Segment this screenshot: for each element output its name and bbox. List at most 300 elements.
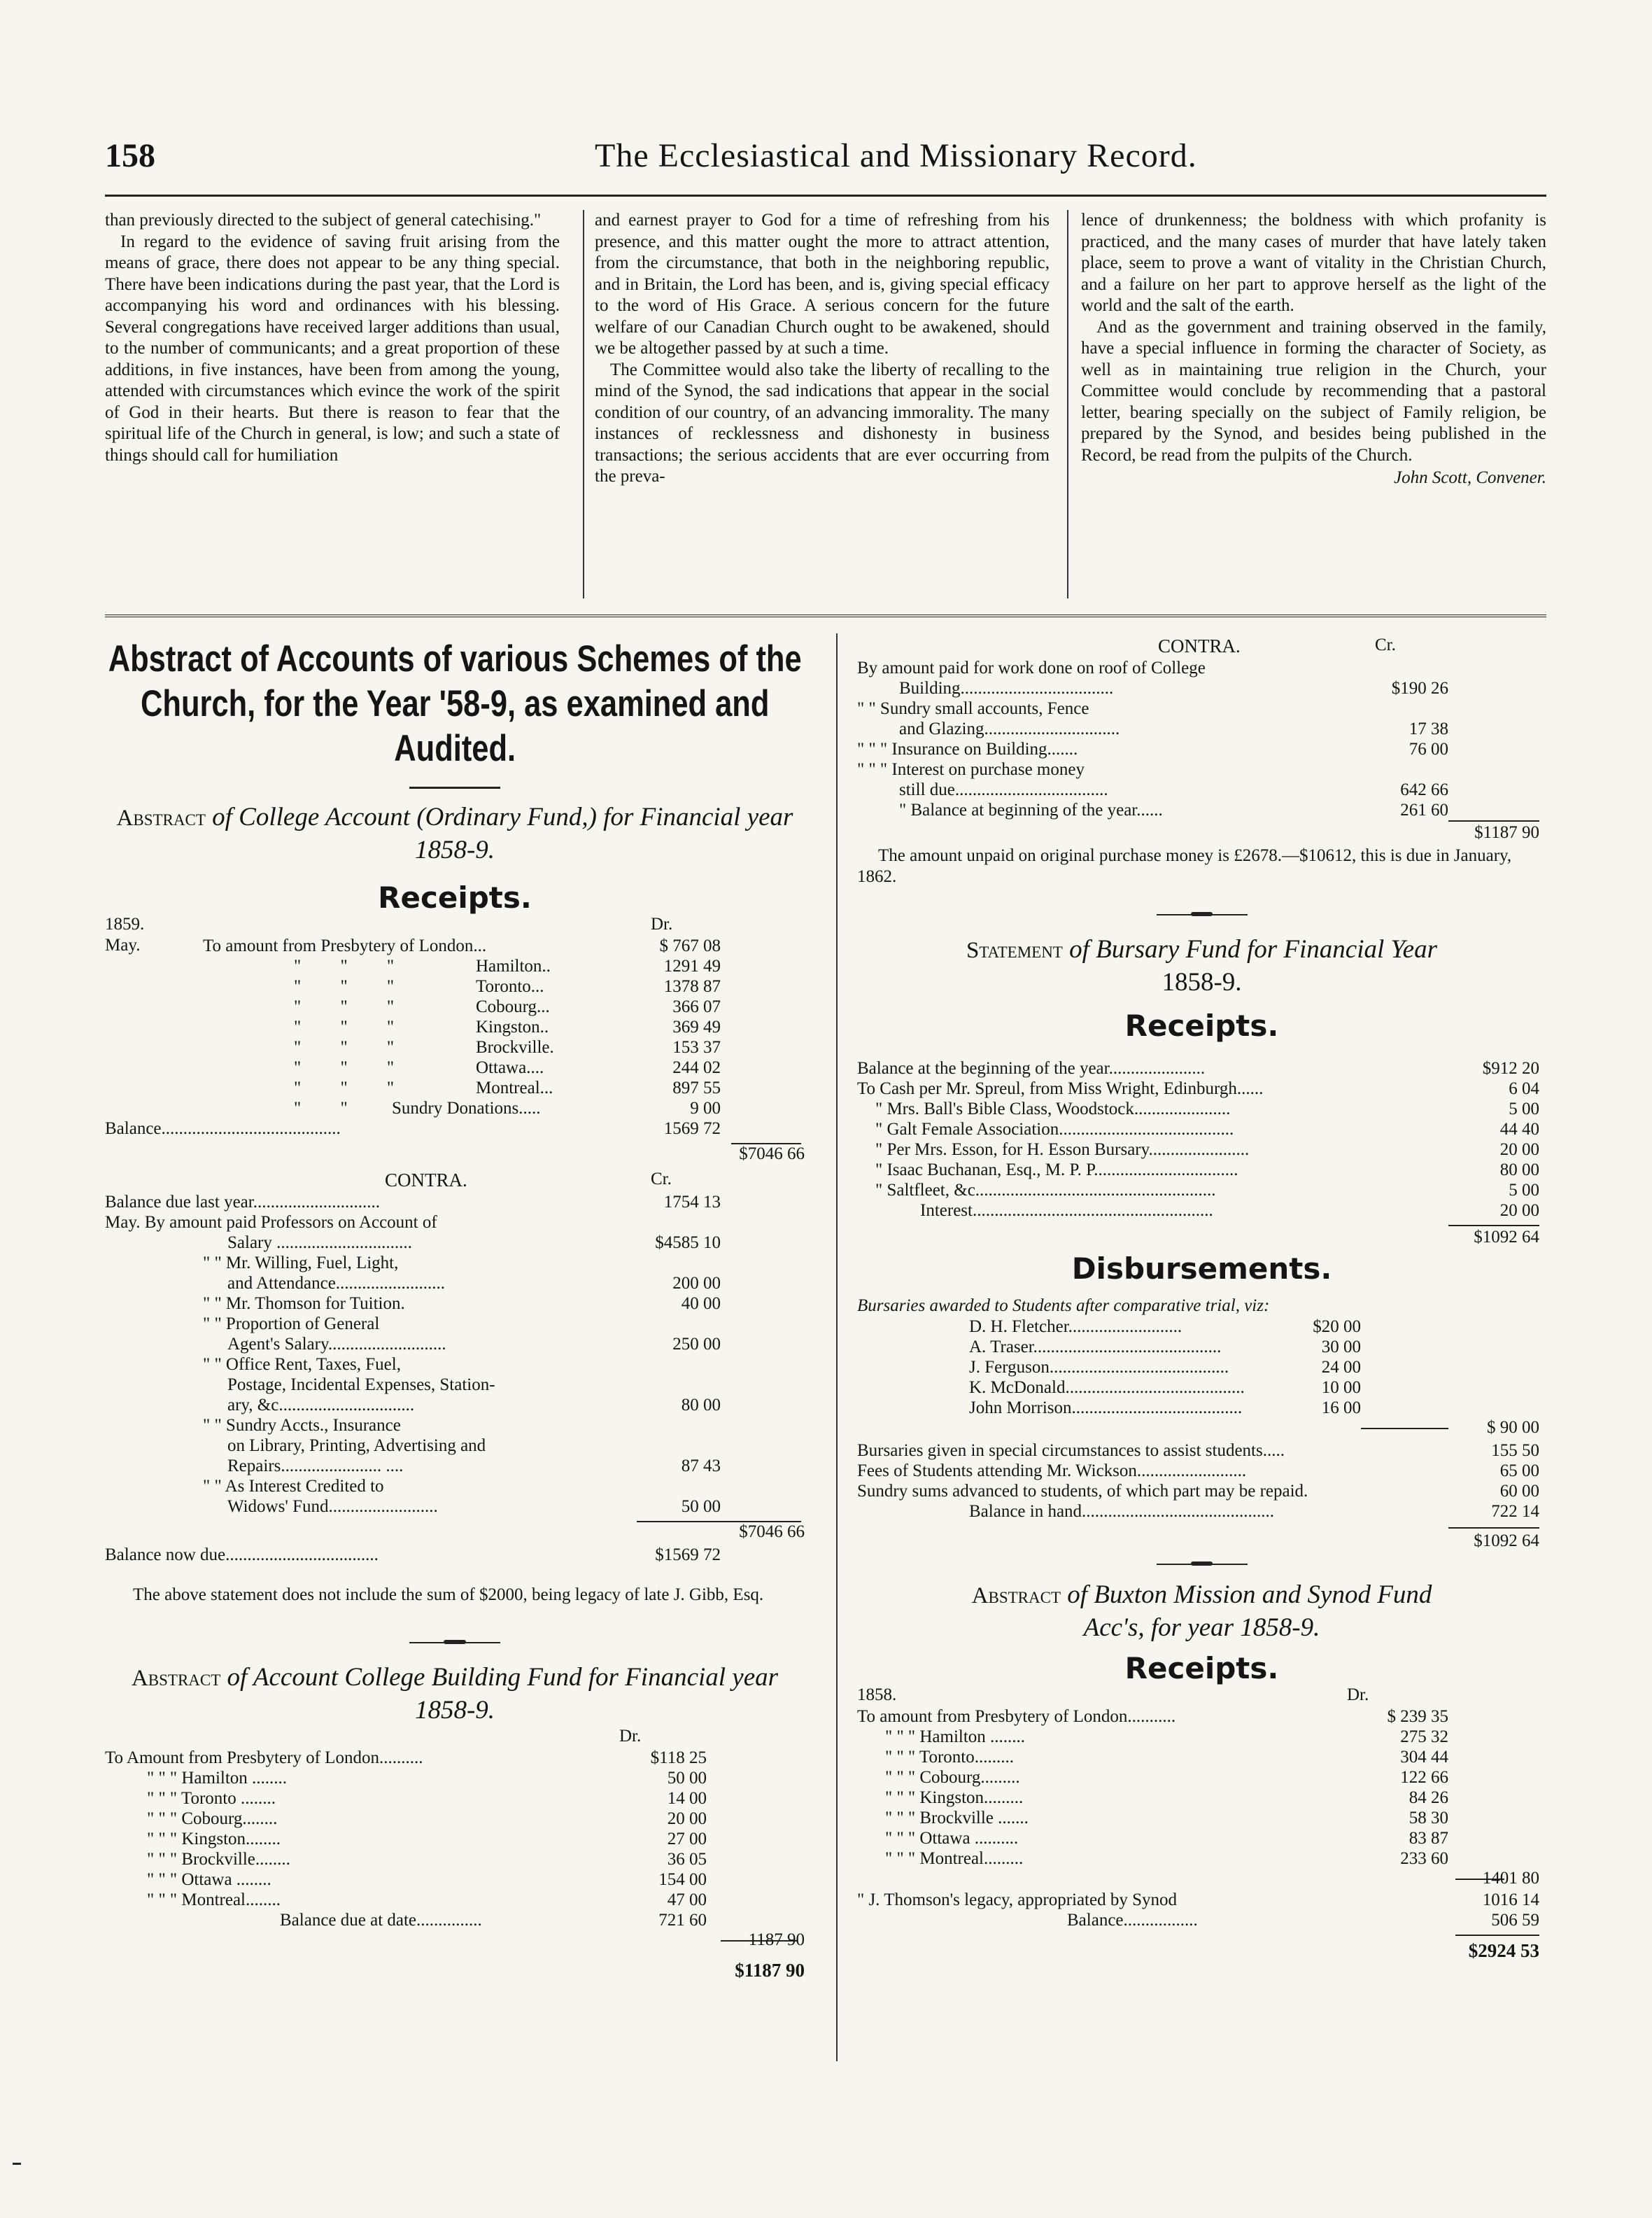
balance-row [105,1118,721,1139]
balance-row [857,1910,1539,1930]
row-amount: $912 20 [1482,1059,1539,1078]
row-amount: 40 00 [681,1294,721,1313]
row-amount: 20 00 [667,1809,707,1828]
table-row [857,1461,1546,1481]
table-row [857,1727,1448,1747]
row-label: Salary ............................... [227,1233,412,1252]
heading-smallcaps: Statement [966,938,1063,963]
sum-rule [1448,1527,1539,1529]
row-amount: 261 60 [1400,801,1448,820]
table-row [857,1808,1448,1828]
disbursements-heading: Disbursements. [1071,1251,1332,1286]
table-row [857,1747,1448,1767]
table-row [857,699,1448,719]
row-amount: 80 00 [681,1396,721,1415]
receipts-heading: Receipts. [378,880,532,915]
contra-heading [857,636,1546,658]
table-row [857,1200,1546,1221]
paragraph: and earnest prayer to God for a time of refreshing from his presence, and this matter ought the more to attract attention, from the circumstance, that both in the neighboring republic, and in Britain, the Lord has been, and is, giving special efficacy to the word of His Grace. A serious concern for the future welfare of our Canadian Church ought to be awakened, should we be altogether passed by at such a time. [595,211,1050,358]
row-amount: 27 00 [667,1830,707,1848]
row-amount: 244 02 [672,1058,721,1077]
row-label: Interest....................................................... [920,1201,1213,1220]
column-divider [836,633,838,2061]
table-row [857,739,1448,759]
heading-italic: of Buxton Mission and Synod Fund [1067,1580,1432,1609]
row-amount: 84 26 [1409,1788,1448,1807]
total-amount: $2924 53 [1468,1940,1539,1961]
header-rule [105,195,1546,197]
disbursements-intro: Bursaries awarded to Students after comparative trial, viz: [857,1296,1270,1315]
paragraph: The Committee would also take the liberty of recalling to the mind of the Synod, the sad indications that appear in the social condition of our country, of an advancing immorality. The many instances of recklessness and dishonesty in business transactions; the serious accidents that are ever occurring from the preva- [595,360,1050,486]
row-amount: 58 30 [1409,1809,1448,1827]
row-label: " " " Cobourg......... [885,1768,1020,1787]
table-row [105,1415,721,1436]
receipts-heading: Receipts. [1124,1009,1279,1043]
total-amount: $7046 66 [739,1144,805,1163]
table-row [857,1767,1448,1788]
row-label: " " " Insurance on Building....... [857,740,1078,759]
row-amount: 80 00 [1499,1160,1539,1179]
row-label: Balance at the beginning of the year...................... [857,1059,1206,1078]
top-column-3 [1081,210,1546,489]
college-note: The above statement does not include the sum of $2000, being legacy of late J. Gibb, Esq. [133,1585,764,1604]
sum-rule [1455,1935,1539,1936]
row-amount: 155 50 [1491,1441,1539,1460]
ditto: " " " [294,1018,395,1037]
row-label: " " " Ottawa ........ [147,1870,271,1889]
row-label: " Mrs. Ball's Bible Class, Woodstock...................... [875,1100,1231,1118]
table-row [105,1395,721,1415]
row-label: Sundry sums advanced to students, of which part may be repaid. [857,1482,1308,1501]
buxton-heading [857,1579,1546,1644]
table-row [105,1748,707,1768]
row-label: " " " Hamilton ........ [885,1727,1026,1746]
row-amount: 1016 14 [1482,1890,1539,1909]
contra-label: CONTRA. [385,1170,467,1191]
sum-rule [1361,1428,1448,1429]
cr-label: Cr. [651,1170,672,1188]
row-label: on Library, Printing, Advertising and [227,1436,486,1455]
bursary-receipts [857,1058,1546,1221]
table-row [203,1037,721,1058]
student-name: J. Ferguson......................................... [969,1358,1229,1377]
table-row [857,1058,1546,1079]
year-label: 1858. [857,1685,897,1704]
row-amount: 36 05 [667,1850,707,1869]
journal-title: The Ecclesiastical and Missionary Record. [595,137,1197,174]
table-row [203,976,721,997]
row-label: Fees of Students attending Mr. Wickson......................... [857,1461,1247,1480]
right-column [857,636,1546,1964]
table-row [857,1828,1448,1848]
row-label: " " " Brockville ....... [885,1809,1029,1827]
heading-year: 1858-9. [1162,968,1242,997]
row-label: " " " Kingston......... [885,1788,1024,1807]
table-row [857,780,1448,800]
paragraph: And as the government and training observed in the family, have a special influence in forming the character of Society, as well as in maintaining true religion in the Church, your Committee would conclude by recommending that a pastoral letter, bearing specially on the subject of Family religion, be prepared by the Synod, and besides being published in the Record, be read from the pulpits of the Church. [1081,317,1546,465]
row-label: Widows' Fund......................... [227,1497,438,1516]
row-label: Brockville. [476,1038,554,1057]
row-label: Kingston.. [476,1018,549,1037]
row-label: " " " Montreal......... [885,1849,1024,1868]
row-amount: 153 37 [672,1038,721,1057]
row-label: To Cash per Mr. Spreul, from Miss Wright, Edinburgh...... [857,1079,1264,1098]
row-label: Sundry Donations..... [392,1099,541,1118]
table-row [857,1119,1546,1139]
row-amount: 200 00 [672,1274,721,1293]
row-amount: 304 44 [1400,1748,1448,1767]
table-row [105,1233,721,1253]
row-label: To amount from Presbytery of London... [203,936,487,955]
table-row [203,936,721,956]
row-amount: 1378 87 [663,977,721,996]
row-label: " " " Brockville........ [147,1850,290,1869]
row-label: Repairs....................... .... [227,1457,404,1475]
table-row [857,719,1448,739]
total-amount: $1092 64 [1474,1531,1539,1550]
total-amount: $7046 66 [739,1522,805,1541]
row-label: Hamilton.. [476,957,551,976]
table-row [203,956,721,976]
subtotal-row [857,1869,1546,1890]
table-row [857,1099,1546,1119]
table-row [857,1337,1361,1357]
receipts-heading: Receipts. [1124,1651,1279,1685]
row-amount: 20 00 [1499,1140,1539,1159]
row-label: " " Mr. Willing, Fuel, Light, [203,1254,399,1272]
row-amount: 50 00 [667,1769,707,1788]
row-label: Balance in hand............................................ [969,1502,1275,1521]
table-row [857,1160,1546,1180]
heading-italic: of College Account (Ordinary Fund,) for Financial year 1858-9. [212,803,793,864]
table-row [105,1869,707,1890]
row-amount: 5 00 [1509,1181,1539,1200]
total-row [857,820,1546,845]
table-row [857,1440,1546,1461]
table-row [857,658,1448,678]
building-fund-heading [105,1662,805,1727]
table-row [203,1098,721,1118]
ditto: " " " [294,1079,395,1097]
heading-smallcaps: Abstract [116,806,206,831]
row-amount: 642 66 [1400,780,1448,799]
table-row [857,759,1448,780]
building-contra [857,658,1448,820]
table-row [857,1706,1448,1727]
row-amount: 506 59 [1491,1911,1539,1930]
row-label: Montreal... [476,1079,553,1097]
bursary-heading [857,934,1546,999]
table-row [203,1058,721,1078]
row-label: " " " Toronto ........ [147,1789,276,1808]
row-amount: $20 00 [1313,1317,1361,1336]
ditto: " " [294,1099,348,1118]
row-amount: 1569 72 [663,1119,721,1138]
table-row [105,1253,721,1273]
page-number: 158 [105,137,155,174]
ditto: " " " [294,977,395,996]
contra-heading [105,1170,721,1192]
purchase-note: The amount unpaid on original purchase money is £2678.—$10612, this is due in January, 1862. [857,846,1512,886]
table-row [857,1139,1546,1160]
table-row [203,1078,721,1098]
row-amount: 122 66 [1400,1768,1448,1787]
paragraph: In regard to the evidence of saving fruit arising from the means of grace, there does not appear to be any thing special. There have been indications during the past year, that the Lord is accompanying his word and ordinances with his blessing. Several congregations have received larger additions than usual, to the number of communicants; and a great proportion of these additions, in five instances, have been from among the young, attended with circumstances which evince the work of the spirit of God in their hearts. But there is reason to fear that the spiritual life of the Church in general, is low; and such a state of things should call for humiliation [105,232,560,465]
row-amount: 83 87 [1409,1829,1448,1848]
row-label: Postage, Incidental Expenses, Station- [227,1375,495,1394]
row-label: " " Sundry Accts., Insurance [203,1416,401,1435]
table-row [857,1180,1546,1200]
table-row [105,1910,707,1930]
row-amount: $1569 72 [655,1545,721,1564]
table-row [105,1849,707,1869]
heading-smallcaps: Abstract [971,1583,1061,1608]
row-amount: $ 90 00 [1487,1418,1539,1437]
ornamental-divider [1157,1561,1248,1568]
row-label: and Glazing............................... [899,720,1120,738]
dr-row [105,1727,721,1748]
row-amount: 24 00 [1321,1358,1361,1377]
total-row [105,1139,805,1167]
margin-mark [13,2163,21,2165]
table-row [857,1317,1361,1337]
table-row [105,1456,721,1476]
subtotal-amount: 1401 80 [1482,1869,1539,1888]
college-receipts [105,936,721,1139]
row-label: May. By amount paid Professors on Account of [105,1213,437,1232]
table-row [857,800,1448,820]
section-rule [105,615,1546,617]
year-label: 1859. [105,915,145,934]
bursary-other [857,1440,1546,1522]
row-amount: 1754 13 [663,1193,721,1212]
signature: John Scott, Convener. [1393,468,1546,487]
year-row [857,1685,1448,1706]
left-column [105,637,805,1984]
row-amount: $118 25 [650,1748,707,1767]
total-row [857,1930,1546,1964]
paragraph: lence of drunkenness; the boldness with which profanity is practiced, and the many cases of murder that have lately taken place, seem to prove a want of vitality in the Christian Church, and a failure on her part to approve herself as the light of the world and the salt of the earth. [1081,211,1546,315]
students-total-row [857,1418,1546,1440]
row-label: ary, &c............................... [227,1396,415,1415]
sum-rule [1448,820,1539,822]
row-label: " " Mr. Thomson for Tuition. [203,1294,405,1313]
row-label: and Attendance......................... [227,1274,446,1293]
table-row [857,1079,1546,1099]
heading-italic: Acc's, for year 1858-9. [1083,1613,1320,1642]
subtotal-row [105,1930,805,1956]
table-row [857,1481,1546,1501]
row-label: Cobourg... [476,997,550,1016]
table-row [105,1768,707,1788]
dr-label: Dr. [619,1727,642,1746]
year-row [105,915,805,936]
row-amount: 20 00 [1499,1201,1539,1220]
student-name: D. H. Fletcher.......................... [969,1317,1182,1336]
ornamental-divider [1157,911,1248,918]
legacy-row [857,1890,1539,1910]
building-receipts [105,1748,707,1930]
table-row [105,1192,721,1212]
row-label: " " " Toronto......... [885,1748,1014,1767]
row-label: To Amount from Presbytery of London.......... [105,1748,423,1767]
paragraph: than previously directed to the subject of general catechising." [105,211,542,230]
table-row [857,678,1448,699]
row-amount: 721 60 [658,1911,707,1930]
table-row [857,1377,1361,1398]
row-label: Bursaries given in special circumstances to assist students..... [857,1441,1285,1460]
ditto: " " " [294,997,395,1016]
table-row [105,1273,721,1293]
row-amount: 44 40 [1499,1120,1539,1139]
row-amount: 17 38 [1409,720,1448,738]
row-label: " " " Kingston........ [147,1830,281,1848]
dr-label: Dr. [651,915,673,934]
student-name: K. McDonald......................................... [969,1378,1245,1397]
table-row [105,1314,721,1334]
table-row [105,1293,721,1314]
row-label: " " " Montreal........ [147,1890,281,1909]
row-label: " Galt Female Association........................................ [875,1120,1234,1139]
row-amount: 233 60 [1400,1849,1448,1868]
row-label: " Isaac Buchanan, Esq., M. P. P................................. [875,1160,1238,1179]
heading-smallcaps: Abstract [131,1666,221,1691]
row-amount: 275 32 [1400,1727,1448,1746]
row-label: Balance......................................... [105,1119,341,1138]
college-contra [105,1192,721,1517]
row-amount: 366 07 [672,997,721,1016]
table-row [105,1334,721,1354]
row-label: By amount paid for work done on roof of College [857,659,1206,678]
dr-label: Dr. [1347,1685,1369,1704]
row-amount: 16 00 [1321,1398,1361,1417]
top-column-1 [105,210,560,466]
row-label: Building................................... [899,679,1114,698]
row-label: " " " Hamilton ........ [147,1769,288,1788]
table-row [105,1436,721,1456]
table-row [857,1398,1361,1418]
row-amount: 10 00 [1321,1378,1361,1397]
total-row [105,1517,805,1545]
row-amount: 30 00 [1321,1338,1361,1356]
row-amount: 6 04 [1509,1079,1539,1098]
row-label: " " " Cobourg........ [147,1809,278,1828]
row-amount: 5 00 [1509,1100,1539,1118]
row-label: " Balance at beginning of the year...... [899,801,1163,820]
table-row [105,1375,721,1395]
row-label: Balance due at date............... [280,1911,482,1930]
row-amount: 50 00 [681,1497,721,1516]
page-header [105,136,1546,185]
ditto: " " " [294,1058,395,1077]
total-amount: $1187 90 [1474,823,1539,842]
row-label: " " As Interest Credited to [203,1477,384,1496]
row-label: Balance now due................................... [105,1545,379,1564]
row-amount: 60 00 [1499,1482,1539,1501]
row-label: " Per Mrs. Esson, for H. Esson Bursary....................... [875,1140,1250,1159]
table-row [105,1212,721,1233]
ornamental-divider [409,1639,500,1646]
row-amount: 9 00 [690,1099,721,1118]
row-label: " " " Ottawa .......... [885,1829,1019,1848]
row-amount: 154 00 [658,1870,707,1889]
top-column-2 [595,210,1050,488]
row-label: " J. Thomson's legacy, appropriated by Synod [857,1890,1178,1909]
row-label: " " " Interest on purchase money [857,760,1085,779]
row-amount: $190 26 [1391,679,1448,698]
ditto: " " " [294,957,395,976]
table-row [857,1357,1361,1377]
row-amount: 897 55 [672,1079,721,1097]
main-title: Abstract of Accounts of various Schemes of the Church, for the Year '58-9, as examined and Audited. [108,638,802,769]
row-label: Balance................. [1067,1911,1198,1930]
table-row [105,1890,707,1910]
table-row [105,1809,707,1829]
total-amount: $1187 90 [735,1960,805,1981]
cr-label: Cr. [1375,636,1396,654]
title-rule [409,787,500,789]
table-row [105,1354,721,1375]
row-amount: $4585 10 [655,1233,721,1252]
row-label: still due................................... [899,780,1108,799]
row-amount: $ 767 08 [659,936,721,955]
table-row [203,997,721,1017]
heading-italic: of Account College Building Fund for Financial year 1858-9. [227,1663,779,1725]
table-row [857,1788,1448,1808]
contra-label: CONTRA. [1158,636,1241,657]
sum-rule [1448,1225,1539,1226]
month-label: May. [105,936,141,955]
row-label: " " Sundry small accounts, Fence [857,699,1089,718]
row-amount: 1291 49 [663,957,721,976]
row-label: Agent's Salary........................... [227,1335,446,1354]
students-list [857,1317,1361,1418]
subtotal-amount: 1187 90 [748,1930,805,1949]
row-label: " " Office Rent, Taxes, Fuel, [203,1355,401,1374]
row-amount: 87 43 [681,1457,721,1475]
table-row [857,1848,1448,1869]
table-row [105,1829,707,1849]
table-row [105,1476,721,1496]
row-label: Toronto... [476,977,544,996]
student-name: A. Traser........................................... [969,1338,1222,1356]
row-amount: 369 49 [672,1018,721,1037]
row-amount: 65 00 [1499,1461,1539,1480]
row-amount: 14 00 [667,1789,707,1808]
row-label: " Saltfleet, &c....................................................... [875,1181,1216,1200]
row-amount: 250 00 [672,1335,721,1354]
row-label: To amount from Presbytery of London........... [857,1707,1176,1726]
table-row [105,1496,721,1517]
row-amount: 47 00 [667,1890,707,1909]
student-name: John Morrison....................................... [969,1398,1243,1417]
total-row [857,1522,1546,1554]
buxton-receipts [857,1706,1448,1869]
table-row [203,1017,721,1037]
college-account-heading [105,801,805,866]
row-amount: $ 239 35 [1387,1707,1448,1726]
heading-italic: of Bursary Fund for Financial Year [1069,935,1438,964]
table-row [857,1501,1546,1522]
column-divider [1067,210,1068,598]
ditto: " " " [294,1038,395,1057]
row-label: " " Proportion of General [203,1314,380,1333]
row-label: Ottawa.... [476,1058,544,1077]
total-amount: $1092 64 [1474,1228,1539,1247]
total-row [857,1221,1546,1249]
row-label: Balance due last year............................. [105,1193,380,1212]
row-amount: 722 14 [1491,1502,1539,1521]
